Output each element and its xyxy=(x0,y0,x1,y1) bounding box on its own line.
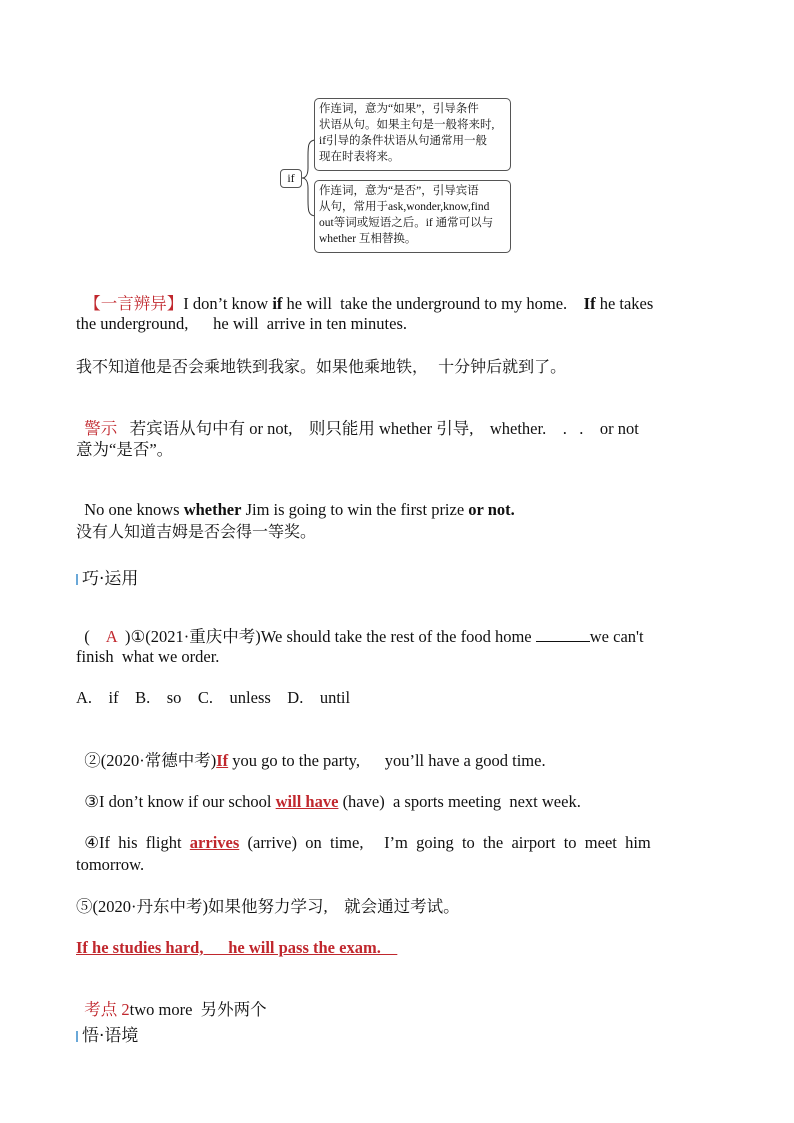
question-1 xyxy=(76,607,644,647)
warning-example xyxy=(76,480,515,520)
answer-blank xyxy=(536,627,590,642)
section-apply xyxy=(76,564,138,589)
answer-5: If he studies hard, he will pass the exam. xyxy=(76,938,398,957)
text: (arrive) on time, I’m going to the airport to meet him xyxy=(239,833,651,852)
box2-line: out等词或短语之后。if 通常可以与 xyxy=(319,217,494,229)
bold-or-not: or not. xyxy=(468,500,515,519)
paren: ( xyxy=(84,627,90,646)
distinguish-tag: 【一言辨异】 xyxy=(84,294,184,313)
text: ②(2020·常德中考) xyxy=(84,751,217,770)
text: (have) a sports meeting next week. xyxy=(338,792,581,811)
bold-whether: whether xyxy=(183,500,242,519)
warning-line-1 xyxy=(76,399,639,439)
warning-translation: 没有人知道吉姆是否会得一等奖。 xyxy=(76,522,317,541)
warning-tag: 警示 xyxy=(84,419,118,438)
text: two more 另外两个 xyxy=(129,1000,267,1019)
diagram-box-whether xyxy=(314,180,511,253)
diagram-root: if xyxy=(280,169,302,188)
answer-4: arrives xyxy=(189,833,240,852)
question-2 xyxy=(76,731,546,771)
question-1-options: A. if B. so C. unless D. until xyxy=(76,688,351,707)
section-marker-icon xyxy=(76,574,78,585)
box1-line: 现在时表将来。 xyxy=(319,151,400,163)
answer-2: If xyxy=(216,751,229,770)
text: ④If his flight xyxy=(84,833,190,852)
box1-line: 状语从句。如果主句是一般将来时, xyxy=(319,119,495,131)
box2-line: 从句，常用于ask,wonder,know,find xyxy=(319,201,490,213)
section-marker-icon xyxy=(76,1031,78,1042)
question-5: ⑤(2020·丹东中考)如果他努力学习, 就会通过考试。 xyxy=(76,897,460,916)
box1-line: if引导的条件状语从句通常用一般 xyxy=(319,135,488,147)
text: you go to the party, you’ll have a good time. xyxy=(228,751,546,770)
text: )①(2021·重庆中考)We should take the rest of the food home xyxy=(116,627,536,646)
text: he will take the underground to my home. xyxy=(282,294,584,313)
bold-if: If xyxy=(583,294,596,313)
text: we can't xyxy=(589,627,644,646)
answer-1: A xyxy=(105,627,117,646)
text: I don’t know xyxy=(183,294,273,313)
kaodian-label: 考点 2 xyxy=(84,1000,130,1019)
question-1-line-2: finish what we order. xyxy=(76,647,220,666)
box2-line: 作连词，意为“是否”，引导宾语 xyxy=(319,185,479,197)
text: 若宾语从句中有 or not, 则只能用 whether 引导, whether. . . or not xyxy=(117,419,639,438)
box1-line: 作连词，意为“如果”，引导条件 xyxy=(319,103,479,115)
distinguish-translation: 我不知道他是否会乘地铁到我家。如果他乘地铁， 十分钟后就到了。 xyxy=(76,357,567,376)
diagram-box-condition xyxy=(314,98,511,171)
distinguish-line-2: the underground, he will arrive in ten minutes. xyxy=(76,314,407,333)
text: Jim is going to win the first prize xyxy=(241,500,469,519)
distinguish-line-1 xyxy=(76,274,653,314)
text: ③I don’t know if our school xyxy=(84,792,276,811)
text: No one knows xyxy=(84,500,184,519)
answer-3: will have xyxy=(275,792,339,811)
box2-line: whether 互相替换。 xyxy=(319,233,417,245)
kaodian-heading xyxy=(76,980,267,1020)
question-4-line-2: tomorrow. xyxy=(76,855,145,874)
question-3 xyxy=(76,772,581,812)
bold-if: if xyxy=(272,294,283,313)
section-title: 悟·语境 xyxy=(82,1026,139,1046)
section-title: 巧·运用 xyxy=(82,569,139,589)
question-4 xyxy=(76,813,651,853)
section-context xyxy=(76,1021,138,1046)
text: he takes xyxy=(595,294,654,313)
warning-line-2: 意为“是否”。 xyxy=(76,440,174,459)
